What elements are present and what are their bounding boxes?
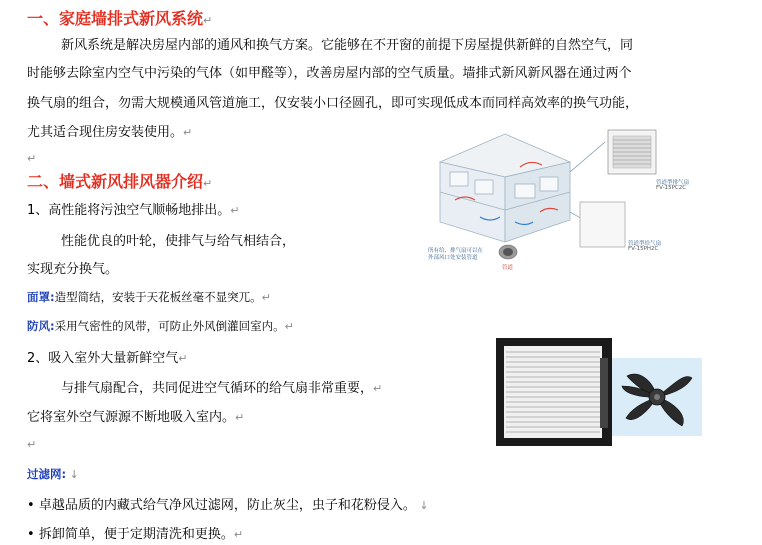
filter-grille-illustration bbox=[496, 338, 612, 446]
face-text: 造型简结，安装于天花板丝毫不显突兀。 bbox=[54, 290, 262, 304]
section1-para-line4: 尤其适合现住房安装使用。 bbox=[27, 125, 184, 140]
exhaust-fan-label: 管道型排气扇 bbox=[656, 180, 690, 186]
section1-para-line2: 时能够去除室内空气中污染的气体（如甲醛等），改善房屋内部的空气质量。墙排式新风新风器在通过两个 bbox=[27, 66, 632, 81]
exhaust-fan-model: FV-15PC2C bbox=[656, 185, 687, 191]
item2-sub2: 它将室外空气源源不断地吸入室内。 bbox=[27, 410, 236, 425]
line-break-mark: ↓ bbox=[66, 468, 79, 481]
diagram-caption-line2: 外部风口处安装管道 bbox=[428, 255, 478, 261]
diagram-caption-line1: 所有给、排气扇可以在 bbox=[428, 248, 484, 254]
supply-fan-model: FV-15PH2C bbox=[628, 246, 659, 252]
bullet-dot: • bbox=[27, 527, 39, 542]
item1-sub2: 实现充分换气。 bbox=[27, 262, 119, 277]
section1-para-line3: 换气扇的组合，勿需大规模通风管道施工，仅安装小口径圆孔，即可实现低成本而同样高效率的换气功能， bbox=[27, 96, 639, 111]
impeller-image bbox=[612, 358, 702, 436]
pipe-label: 管道 bbox=[502, 265, 514, 271]
bullet-item-1: 卓越品质的内藏式给气净风过滤网，防止灰尘，虫子和花粉侵入。 bbox=[38, 498, 416, 513]
item2-text: 2、吸入室外大量新鲜空气 bbox=[27, 351, 179, 366]
wind-text: 采用气密性的风带，可防止外风倒灌回室内。 bbox=[54, 319, 285, 333]
section1-para-line1: 新风系统是解决房屋内部的通风和换气方案。它能够在不开窗的前提下房屋提供新鲜的自然空气，同 bbox=[61, 38, 634, 53]
wind-label: 防风: bbox=[27, 319, 55, 333]
filter-panel-image bbox=[496, 338, 612, 446]
ventilation-diagram bbox=[420, 122, 710, 274]
paragraph-mark: ↵ bbox=[230, 204, 240, 217]
fan-impeller-icon bbox=[612, 358, 702, 436]
filter-label: 过滤网: bbox=[27, 467, 67, 481]
paragraph-mark: ↵ bbox=[235, 411, 245, 424]
paragraph-mark: ↵ bbox=[284, 320, 294, 333]
bullet-dot: • bbox=[27, 498, 39, 513]
section1-heading: 一、家庭墙排式新风系统 bbox=[27, 9, 204, 28]
paragraph-mark: ↵ bbox=[203, 14, 213, 27]
empty-paragraph-mark: ↵ bbox=[27, 438, 37, 451]
item1-text: 1、高性能将污浊空气顺畅地排出。 bbox=[27, 203, 231, 218]
paragraph-mark: ↵ bbox=[261, 291, 271, 304]
face-label: 面罩: bbox=[27, 290, 55, 304]
bullet-item-2: 拆卸简单，便于定期清洗和更换。 bbox=[38, 527, 234, 542]
item1-sub1: 性能优良的叶轮，使排气与给气相结合， bbox=[61, 234, 296, 249]
empty-paragraph-mark: ↵ bbox=[27, 152, 37, 165]
paragraph-mark: ↵ bbox=[183, 126, 193, 139]
paragraph-mark: ↵ bbox=[233, 528, 244, 541]
paragraph-mark: ↵ bbox=[203, 177, 213, 190]
paragraph-mark: ↵ bbox=[178, 352, 188, 365]
item2-sub1: 与排气扇配合，共同促进空气循环的给气扇非常重要， bbox=[61, 381, 374, 396]
section2-heading: 二、墙式新风排风器介绍 bbox=[27, 172, 204, 191]
paragraph-mark: ↵ bbox=[373, 382, 383, 395]
line-break-mark: ↓ bbox=[415, 499, 429, 512]
supply-fan-label: 管道型给气扇 bbox=[628, 241, 662, 247]
